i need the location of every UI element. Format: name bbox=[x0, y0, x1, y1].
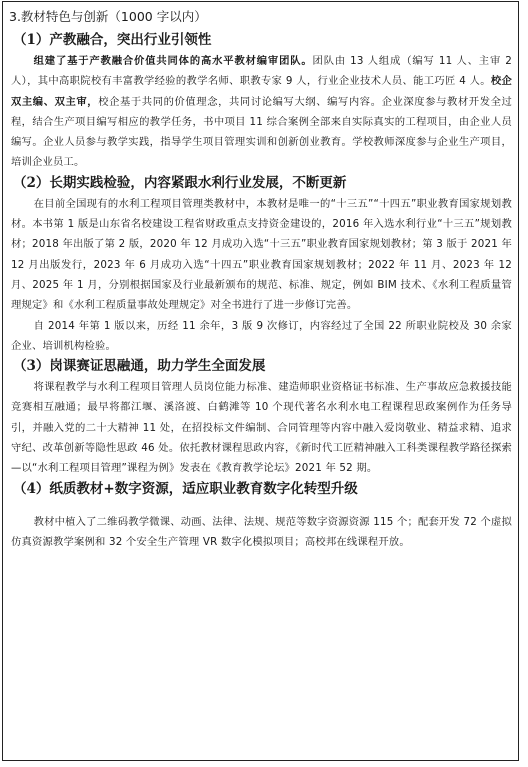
paragraph-editions: 在目前全国现有的水利工程项目管理类教材中，本教材是唯一的“十三五”“十四五”职业教育国家规划教材。本书第 1 版是山东省名校建设工程省财政重点支持资金建设的，2016 年入选水利行业“十三五”规划教材；2018 年出版了第 2 版，2020 年 12 月成功入选“十三五”职业教育国家规划教材；第 3 版于 2021 年 12 月出版发行，2023 年 6 月成功入选“十四五”职业教育国家规划教材；2022 年 11 月、2023 年 12 月、2025 年 1 月，分别根据国家及行业最新颁布的规范、标准、规定，例如 BIM 技术、《水利工程质量管理规定》和《水利工程质量事故处理规定》对全书进行了进一步修订完善。 bbox=[11, 197, 512, 312]
section-title: 3.教材特色与创新（1000 字以内） bbox=[9, 9, 207, 24]
bold-dual-editor-phrase: 校企双主编、双主审， bbox=[11, 75, 513, 108]
spacer bbox=[11, 500, 512, 512]
cooperation-text: 校企基于共同的价值理念，共同讨论编写大纲、编写内容。企业深度参与教材开发全过程，结合生产项目编写相应的教学任务，书中项目 11 综合案例全部来自实际真实的工程项目，由企业人员编写。企业人员参与教学实践，指导学生项目管理实训和创新创业教育。学校教师深度参与企业生产项目，培训企业员工。 bbox=[11, 95, 512, 169]
heading-long-term-practice: （2）长期实践检验，内容紧跟水利行业发展，不断更新 bbox=[13, 174, 347, 191]
paragraph-curriculum: 将课程教学与水利工程项目管理人员岗位能力标准、建造师职业资格证书标准、生产事故应急救援技能竞赛相互融通；最早将都江堰、溪洛渡、白鹤滩等 10 个现代著名水利水电工程课程思政案例作为任务导引，并融入党的二十大精神 11 处，在招投标文件编制、合同管理等内容中融入爱岗敬业、精益求精、追求守纪、改革创新等隐性思政 46 处。依托教材课程思政内容，《新时代工匠精神融入工科类课程教学路径探索 —以“水利工程项目管理”课程为例》发表在《教育教学论坛》2021 年 52 期。 bbox=[11, 381, 512, 475]
paragraph-validation: 自 2014 年第 1 版以来，历经 11 余年，3 版 9 次修订，内容经过了全国 22 所职业院校及 30 余家企业、培训机构检验。 bbox=[11, 319, 512, 352]
document-frame bbox=[2, 1, 519, 761]
heading-digital-resources: （4）纸质教材+数字资源，适应职业教育数字化转型升级 bbox=[13, 480, 358, 497]
paragraph-team bbox=[11, 51, 512, 173]
team-text: 团队由 13 人组成（编写 11 人、主审 2 人），其中高职院校有丰富教学经验的教学名师、职教专家 9 人，行业企业技术人员、能工巧匠 4 人。 bbox=[11, 55, 512, 88]
paragraph-digital: 教材中植入了二维码教学微课、动画、法律、法规、规范等数字资源资源 115 个；配套开发 72 个虚拟仿真资源教学案例和 32 个安全生产管理 VR 数字化模拟项目；高校邦在线课程开放。 bbox=[11, 515, 512, 548]
heading-integration-of-courses: （3）岗课赛证思融通，助力学生全面发展 bbox=[13, 358, 266, 375]
heading-industry-integration: （1）产教融合，突出行业引领性 bbox=[13, 32, 212, 48]
bold-team-phrase: 组建了基于产教融合价值共同体的高水平教材编审团队。 bbox=[33, 55, 313, 67]
